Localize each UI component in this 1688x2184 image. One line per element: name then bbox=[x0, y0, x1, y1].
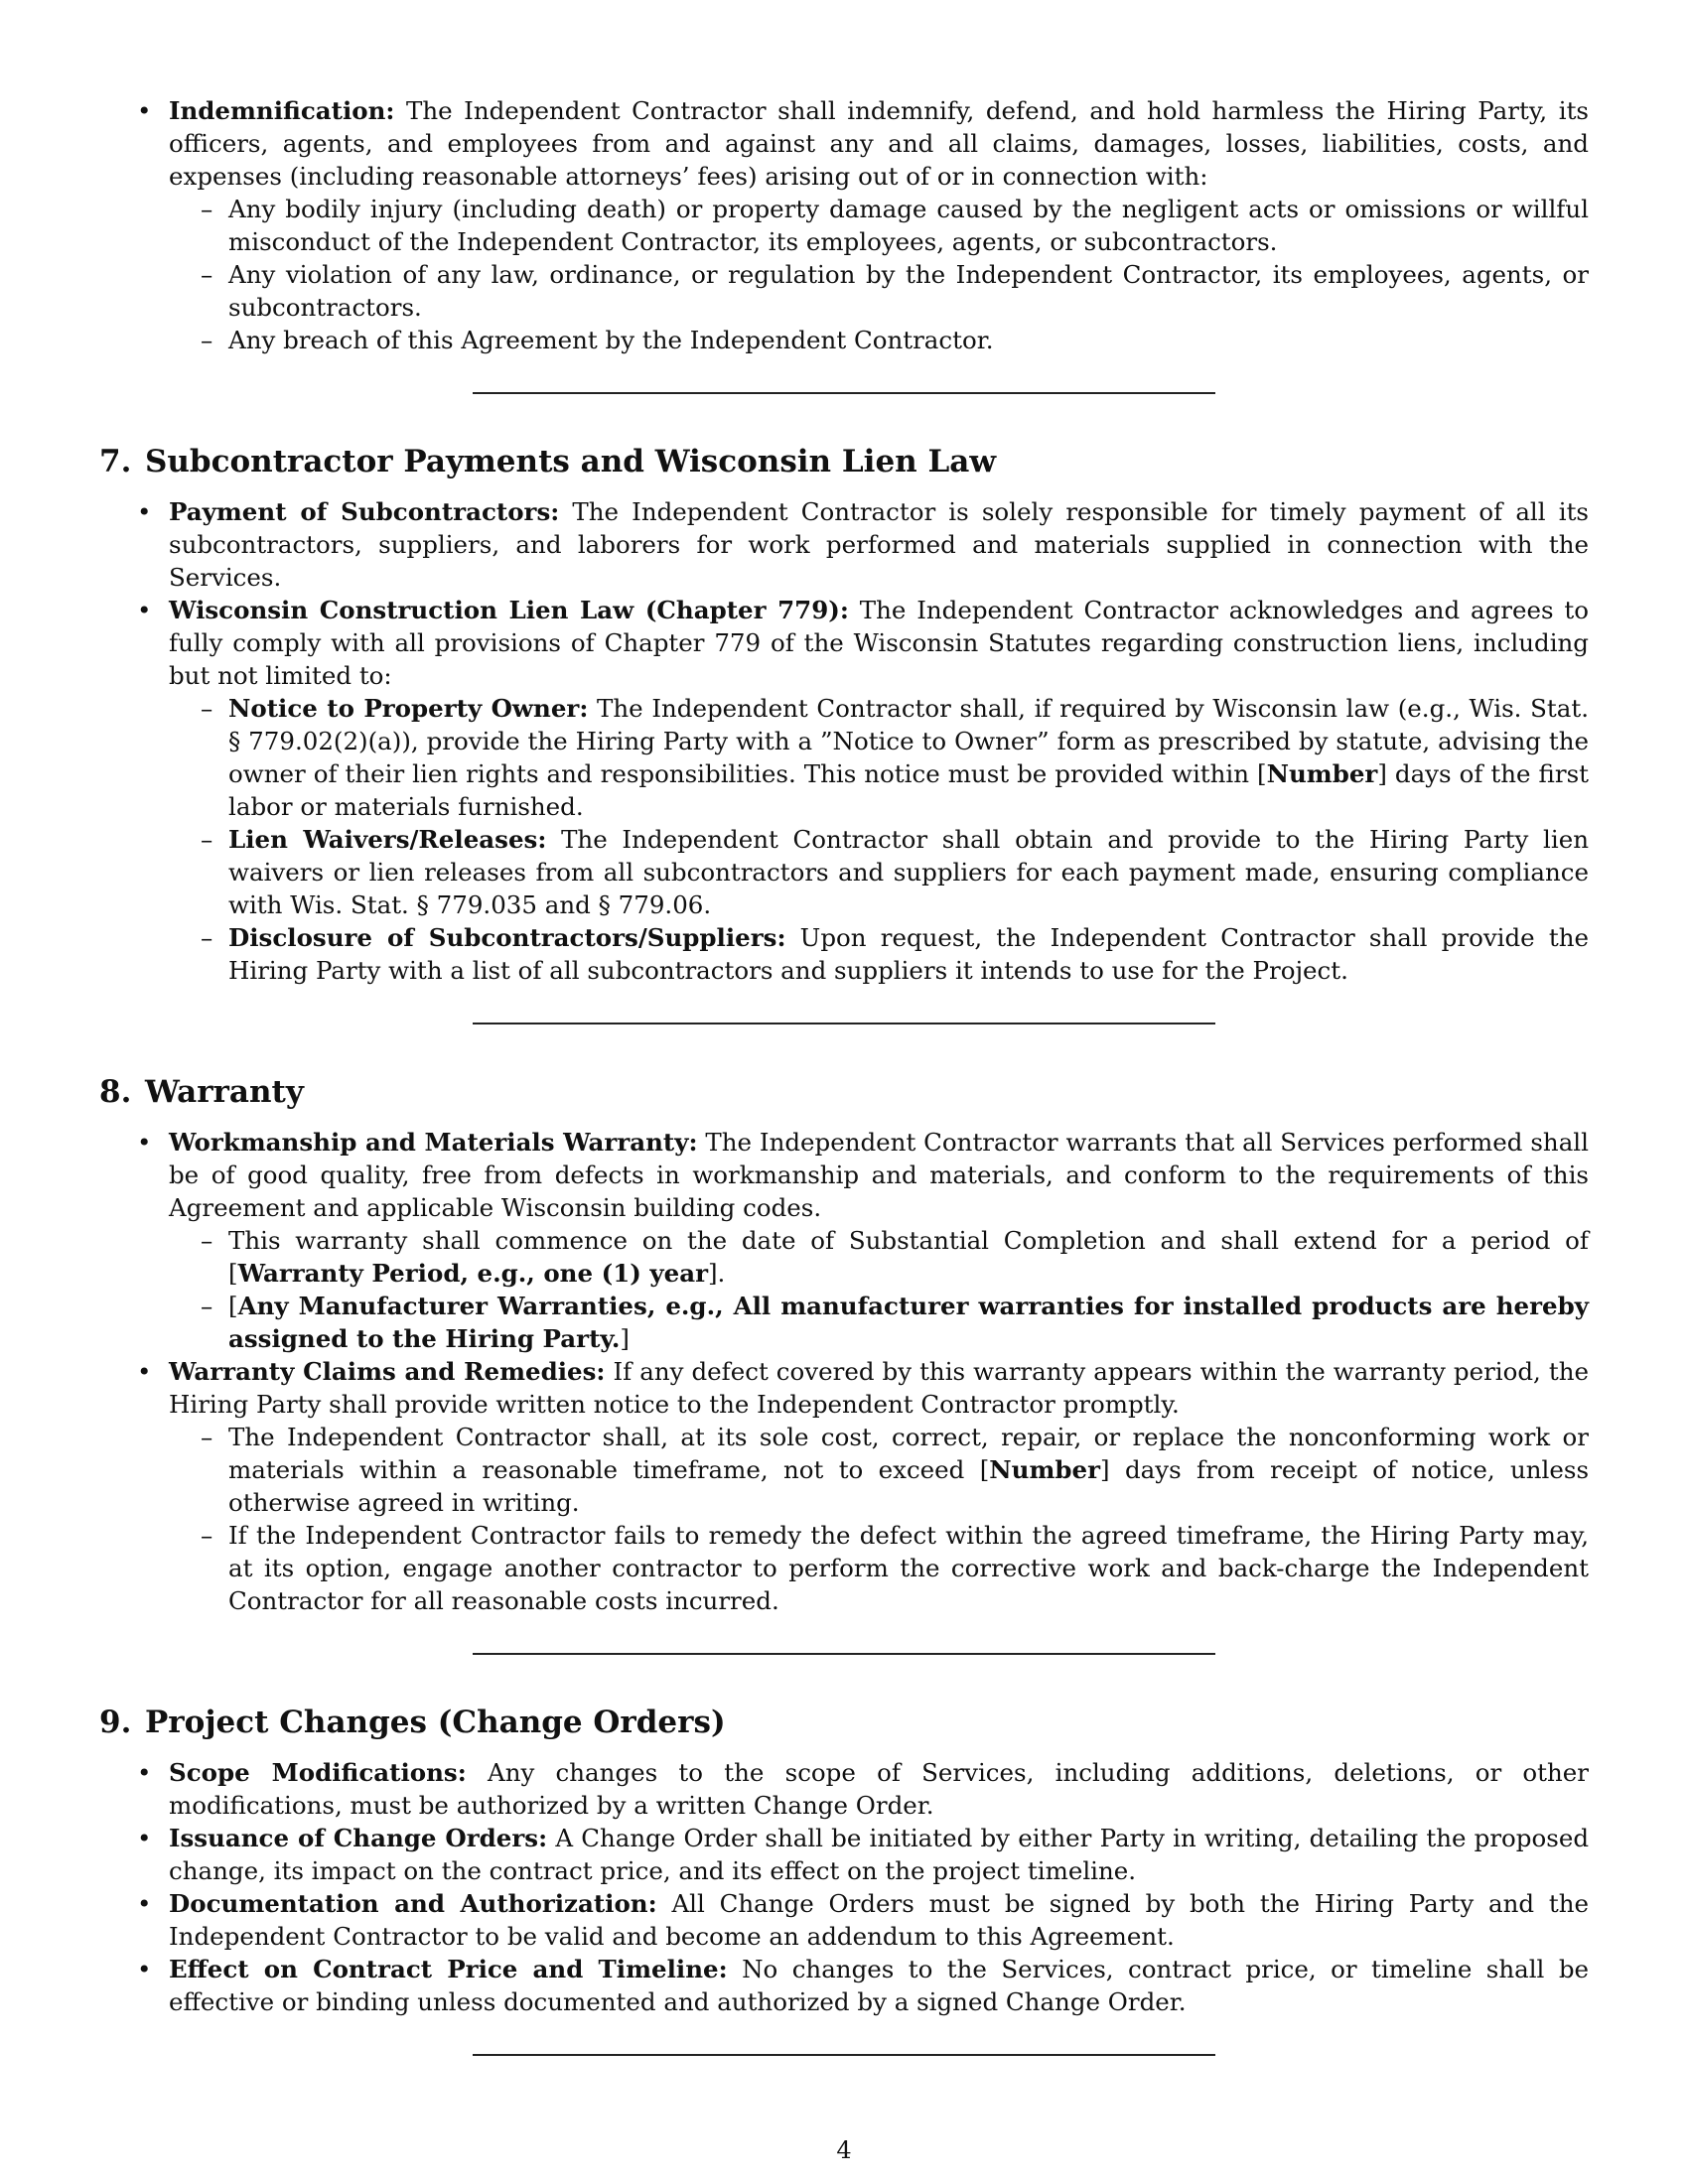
claims-remedy-placeholder: Number bbox=[989, 1455, 1101, 1484]
claims-sublist bbox=[169, 1421, 1589, 1617]
documentation-label: Documentation and Authorization: bbox=[169, 1889, 657, 1918]
claims-label: Warranty Claims and Remedies: bbox=[169, 1357, 606, 1386]
section-divider bbox=[473, 1023, 1215, 1024]
manufacturer-warranties-item bbox=[169, 1290, 1589, 1355]
manufacturer-placeholder: Any Manufacturer Warranties, e.g., All manufacturer warranties for installed products are hereby assigned to the Hiring Party. bbox=[228, 1292, 1589, 1353]
section-9-list bbox=[99, 1756, 1589, 2018]
lien-law-label: Wisconsin Construction Lien Law (Chapter 779): bbox=[169, 596, 849, 624]
claims-remedy-text: The Independent Contractor shall, at its sole cost, correct, repair, or replace the nonconforming work or materials within a reasonable timeframe, not to exceed [ bbox=[228, 1423, 1589, 1484]
scope-modifications-item bbox=[99, 1756, 1589, 1822]
lien-law-text: The Independent Contractor acknowledges and agrees to fully comply with all provisions of Chapter 779 of the Wisconsin Statutes regarding construction liens, including but not limited to: bbox=[169, 596, 1589, 690]
section-7-number: 7. bbox=[99, 444, 132, 479]
notice-text-end: ] days of the first labor or materials furnished. bbox=[228, 759, 1589, 821]
document-page bbox=[99, 94, 1589, 2056]
indemnification-subitem-1: – Any bodily injury (including death) or property damage caused by the negligent acts or omissions or willful misconduct of the Independent Contractor, its employees, agents, or subcontractors. bbox=[169, 193, 1589, 258]
workmanship-text: The Independent Contractor warrants that all Services performed shall be of good quality, free from defects in workmanship and materials, and conform to the requirements of this Agreement and applicable Wisconsin building codes. bbox=[169, 1128, 1589, 1222]
claims-remedy-item bbox=[169, 1421, 1589, 1519]
warranty-period-item bbox=[169, 1224, 1589, 1290]
workmanship-sublist bbox=[169, 1224, 1589, 1355]
warranty-period-placeholder: Warranty Period, e.g., one (1) year bbox=[237, 1259, 708, 1288]
disclosure-text: Upon request, the Independent Contractor shall provide the Hiring Party with a list of all subcontractors and suppliers it intends to use for the Project. bbox=[228, 923, 1589, 985]
section-8-number: 8. bbox=[99, 1074, 132, 1110]
warranty-period-text: This warranty shall commence on the date of Substantial Completion and shall extend for a period of [ bbox=[228, 1226, 1589, 1288]
issuance-item bbox=[99, 1822, 1589, 1887]
scope-text: Any changes to the scope of Services, including additions, deletions, or other modifications, must be authorized by a written Change Order. bbox=[169, 1758, 1590, 1820]
workmanship-label: Workmanship and Materials Warranty: bbox=[169, 1128, 698, 1157]
effect-label: Effect on Contract Price and Timeline: bbox=[169, 1955, 728, 1983]
issuance-text: A Change Order shall be initiated by either Party in writing, detailing the proposed change, its impact on the contract price, and its effect on the project timeline. bbox=[169, 1824, 1589, 1885]
manufacturer-open-bracket: [ bbox=[228, 1292, 238, 1320]
notice-label: Notice to Property Owner: bbox=[228, 694, 589, 723]
section-8-list bbox=[99, 1126, 1589, 1617]
indemnification-list bbox=[99, 94, 1589, 356]
waivers-text: The Independent Contractor shall obtain and provide to the Hiring Party lien waivers or lien releases from all subcontractors and suppliers for each payment made, ensuring compliance with Wis. Stat. § 779.035 and § 779.06. bbox=[228, 825, 1589, 919]
warranty-period-end: ]. bbox=[707, 1259, 726, 1288]
page-number: 4 bbox=[836, 2136, 852, 2164]
section-divider bbox=[473, 392, 1215, 394]
warranty-claims-item bbox=[99, 1355, 1589, 1617]
claims-text: If any defect covered by this warranty appears within the warranty period, the Hiring Party shall provide written notice to the Independent Contractor promptly. bbox=[169, 1357, 1589, 1419]
lien-law-sublist bbox=[169, 692, 1589, 987]
effect-text: No changes to the Services, contract price, or timeline shall be effective or binding unless documented and authorized by a signed Change Order. bbox=[169, 1955, 1589, 2016]
notice-text: The Independent Contractor shall, if required by Wisconsin law (e.g., Wis. Stat. § 779.02(2)(a)), provide the Hiring Party with a ”Notice to Owner” form as prescribed by statute, advising the owner of their lien rights and responsibilities. This notice must be provided within [ bbox=[228, 694, 1589, 788]
documentation-item bbox=[99, 1887, 1589, 1953]
payment-text: The Independent Contractor is solely responsible for timely payment of all its subcontractors, suppliers, and laborers for work performed and materials supplied in connection with the Services. bbox=[169, 497, 1589, 592]
section-9-heading bbox=[99, 1703, 1589, 1742]
disclosure-label: Disclosure of Subcontractors/Suppliers: bbox=[228, 923, 786, 952]
issuance-label: Issuance of Change Orders: bbox=[169, 1824, 548, 1852]
section-9-title: Project Changes (Change Orders) bbox=[145, 1705, 726, 1740]
notice-to-owner-item bbox=[169, 692, 1589, 823]
manufacturer-close-bracket: ] bbox=[620, 1324, 630, 1353]
section-7-heading bbox=[99, 442, 1589, 481]
section-divider bbox=[473, 1653, 1215, 1655]
disclosure-item bbox=[169, 921, 1589, 987]
waivers-label: Lien Waivers/Releases: bbox=[228, 825, 547, 854]
scope-label: Scope Modifications: bbox=[169, 1758, 467, 1787]
documentation-text: All Change Orders must be signed by both the Hiring Party and the Independent Contractor to be valid and become an addendum to this Agreement. bbox=[169, 1889, 1589, 1951]
indemnification-item bbox=[99, 94, 1589, 356]
effect-item bbox=[99, 1953, 1589, 2018]
notice-placeholder: Number bbox=[1266, 759, 1378, 788]
section-7-title: Subcontractor Payments and Wisconsin Lien Law bbox=[145, 444, 997, 479]
indemnification-text: The Independent Contractor shall indemnify, defend, and hold harmless the Hiring Party, its officers, agents, and employees from and against any and all claims, damages, losses, liabilities, costs, and expenses (including reasonable attorneys’ fees) arising out of or in connection with: bbox=[169, 96, 1589, 191]
section-divider bbox=[473, 2054, 1215, 2056]
payment-label: Payment of Subcontractors: bbox=[169, 497, 560, 526]
section-7-list bbox=[99, 495, 1589, 987]
claims-backcharge-item: – If the Independent Contractor fails to remedy the defect within the agreed timeframe, the Hiring Party may, at its option, engage another contractor to perform the corrective work and back-charge the Independent Contractor for all reasonable costs incurred. bbox=[169, 1519, 1589, 1617]
indemnification-label: Indemnification: bbox=[169, 96, 395, 125]
section-9-number: 9. bbox=[99, 1705, 132, 1740]
indemnification-sublist bbox=[169, 193, 1589, 356]
lien-waivers-item bbox=[169, 823, 1589, 921]
payment-of-subcontractors-item bbox=[99, 495, 1589, 594]
claims-remedy-end: ] days from receipt of notice, unless otherwise agreed in writing. bbox=[228, 1455, 1590, 1517]
indemnification-subitem-3: – Any breach of this Agreement by the Independent Contractor. bbox=[169, 324, 1589, 356]
section-8-heading bbox=[99, 1072, 1589, 1112]
workmanship-warranty-item bbox=[99, 1126, 1589, 1355]
section-8-title: Warranty bbox=[145, 1074, 304, 1110]
indemnification-subitem-2: – Any violation of any law, ordinance, or regulation by the Independent Contractor, its employees, agents, or subcontractors. bbox=[169, 258, 1589, 324]
lien-law-item bbox=[99, 594, 1589, 987]
